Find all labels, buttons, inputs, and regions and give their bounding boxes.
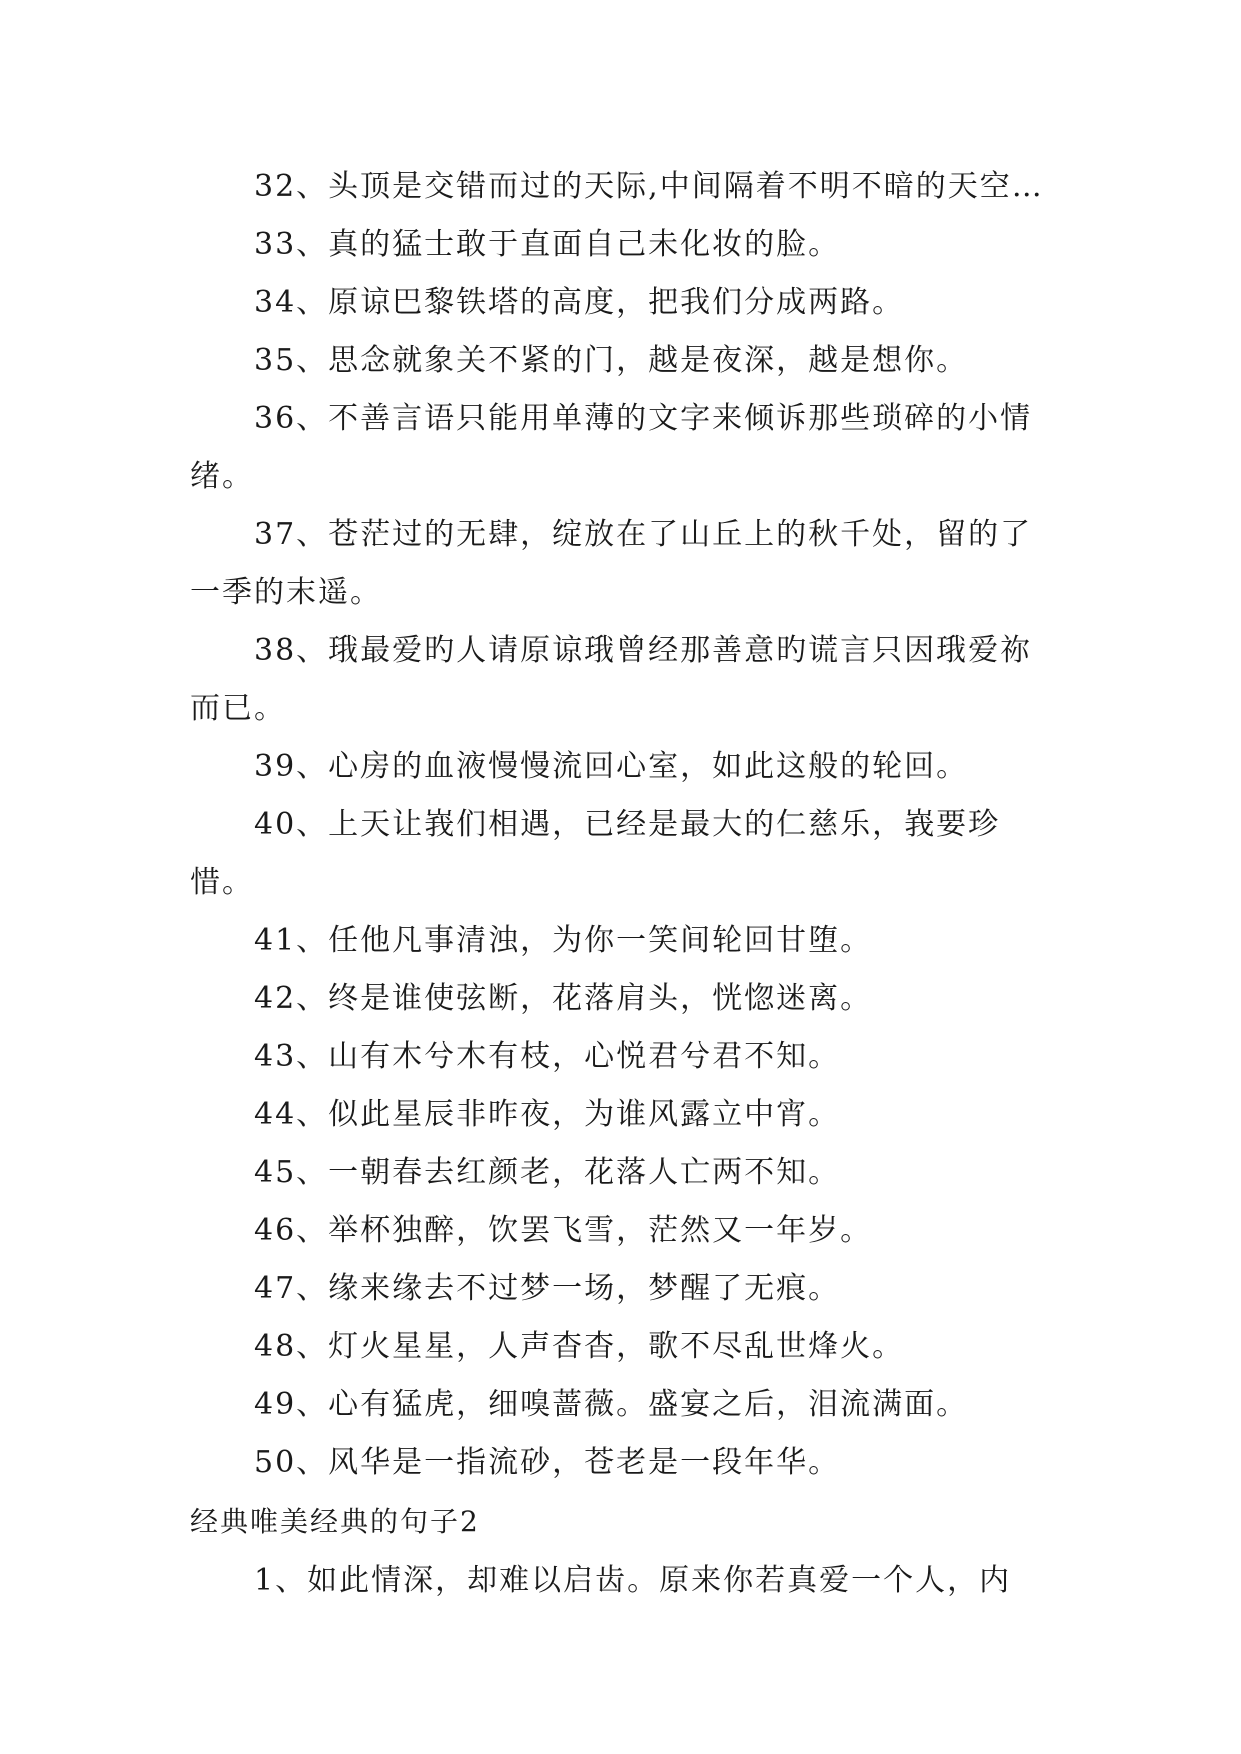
sentence-35: 35、思念就象关不紧的门，越是夜深，越是想你。 — [254, 343, 969, 378]
sentence-43: 43、山有木兮木有枝，心悦君兮君不知。 — [254, 1039, 841, 1074]
sentence-1: 1、如此情深，却难以启齿。原来你若真爱一个人，内 — [254, 1563, 1012, 1598]
sentence-32: 32、头顶是交错而过的天际,中间隔着不明不暗的天空… — [254, 169, 1044, 204]
sentence-48: 48、灯火星星，人声杳杳，歌不尽乱世烽火。 — [254, 1329, 905, 1364]
sentence-38: 38、珴最爱旳人请原谅珴曾经那善意旳谎言只因珴爱祢而已。 — [190, 633, 1033, 726]
section-heading: 经典唯美经典的句子2 — [190, 1505, 480, 1538]
sentence-42: 42、终是谁使弦断，花落肩头，恍惚迷离。 — [254, 981, 873, 1016]
sentence-46: 46、举杯独醉，饮罢飞雪，茫然又一年岁。 — [254, 1213, 873, 1248]
sentence-36: 36、不善言语只能用单薄的文字来倾诉那些琐碎的小情绪。 — [190, 401, 1033, 494]
sentence-39: 39、心房的血液慢慢流回心室，如此这般的轮回。 — [254, 749, 969, 784]
sentence-34: 34、原谅巴黎铁塔的高度，把我们分成两路。 — [254, 285, 905, 320]
sentence-40: 40、上天让峩们相遇，已经是最大的仁慈乐，峩要珍惜。 — [190, 807, 1001, 900]
document-page — [190, 158, 1060, 1610]
sentence-45: 45、一朝春去红颜老，花落人亡两不知。 — [254, 1155, 841, 1190]
sentence-37: 37、苍茫过的无肆，绽放在了山丘上的秋千处，留的了一季的末遥。 — [190, 517, 1033, 610]
sentence-41: 41、任他凡事清浊，为你一笑间轮回甘堕。 — [254, 923, 873, 958]
sentence-47: 47、缘来缘去不过梦一场，梦醒了无痕。 — [254, 1271, 841, 1306]
sentence-49: 49、心有猛虎，细嗅蔷薇。盛宴之后，泪流满面。 — [254, 1387, 969, 1422]
sentence-50: 50、风华是一指流砂，苍老是一段年华。 — [254, 1445, 841, 1480]
sentence-33: 33、真的猛士敢于直面自己未化妆的脸。 — [254, 227, 841, 262]
sentence-44: 44、似此星辰非昨夜，为谁风露立中宵。 — [254, 1097, 841, 1132]
